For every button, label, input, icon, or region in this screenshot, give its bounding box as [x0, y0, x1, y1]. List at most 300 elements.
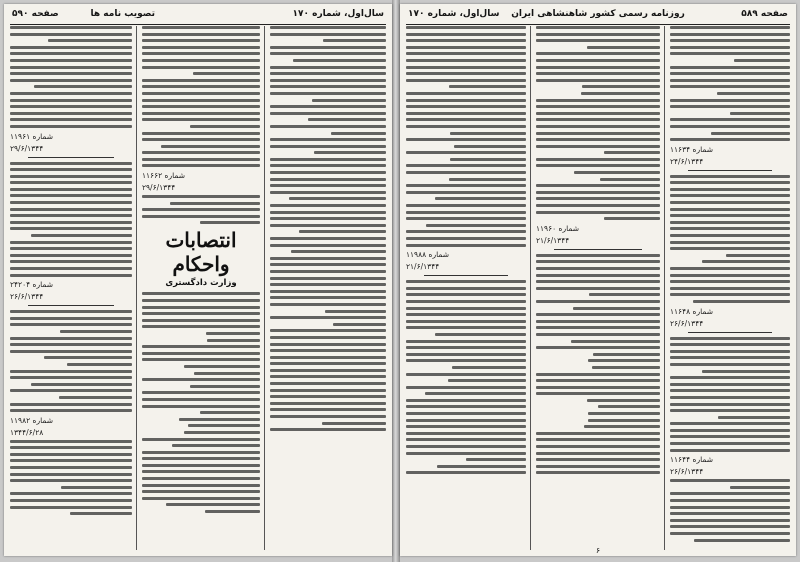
text-line	[406, 307, 526, 310]
text-line	[670, 492, 790, 495]
text-block	[670, 479, 790, 541]
text-line	[60, 330, 132, 333]
text-line	[270, 316, 386, 319]
text-line	[10, 350, 132, 353]
text-line	[536, 254, 660, 257]
text-line	[670, 499, 790, 502]
text-block	[406, 26, 526, 247]
text-line	[270, 52, 386, 55]
text-block	[142, 195, 260, 224]
text-line	[406, 171, 526, 174]
left-page-number: صفحه ۵۹۰	[12, 9, 59, 19]
text-line	[142, 52, 260, 55]
text-line	[10, 118, 132, 121]
text-line	[670, 449, 790, 452]
text-line	[587, 46, 660, 49]
text-line	[270, 105, 386, 108]
text-line	[142, 92, 260, 95]
text-line	[142, 59, 260, 62]
text-line	[536, 125, 660, 128]
right-page-header	[406, 8, 790, 25]
text-line	[670, 201, 790, 204]
reference-number: شماره ۱۱۶۳۴	[670, 144, 713, 154]
text-line	[10, 241, 132, 244]
text-line	[454, 145, 526, 148]
right-issue-line: سال‌اول، شماره ۱۷۰	[408, 9, 500, 19]
text-line	[142, 352, 260, 355]
text-line	[70, 512, 132, 515]
text-block	[670, 337, 790, 452]
text-line	[323, 39, 386, 42]
text-line	[142, 299, 260, 302]
text-line	[299, 230, 386, 233]
text-line	[670, 267, 790, 270]
text-line	[536, 386, 660, 389]
right-page-number: صفحه ۵۸۹	[741, 9, 788, 19]
right-col-1	[670, 26, 790, 550]
text-line	[10, 175, 132, 178]
text-line	[270, 211, 386, 214]
text-block	[142, 26, 260, 167]
text-line	[536, 52, 660, 55]
text-line	[670, 105, 790, 108]
text-line	[10, 162, 132, 165]
left-issue-line: سال‌اول، شماره ۱۷۰	[292, 9, 384, 19]
text-line	[406, 184, 526, 187]
text-line	[670, 350, 790, 353]
text-line	[536, 138, 660, 141]
text-line	[581, 92, 660, 95]
text-line	[670, 422, 790, 425]
text-line	[670, 409, 790, 412]
text-line	[10, 343, 132, 346]
text-line	[670, 519, 790, 522]
text-line	[406, 39, 526, 42]
text-line	[10, 267, 132, 270]
separator	[28, 305, 114, 306]
text-line	[670, 525, 790, 528]
text-line	[670, 363, 790, 366]
section-subheading: وزارت دادگستری	[165, 278, 237, 289]
text-block	[670, 175, 790, 303]
text-line	[289, 197, 386, 200]
text-line	[270, 145, 386, 148]
text-line	[179, 418, 260, 421]
text-line	[270, 408, 386, 411]
text-line	[536, 72, 660, 75]
text-line	[10, 181, 132, 184]
text-line	[142, 497, 260, 500]
text-block	[536, 26, 660, 220]
reference-date: ۱۳۴۴/۶/۲۸	[10, 427, 44, 437]
text-line	[717, 92, 790, 95]
text-line	[670, 52, 790, 55]
text-line	[536, 99, 660, 102]
text-line	[142, 464, 260, 467]
text-line	[270, 217, 386, 220]
text-line	[10, 323, 132, 326]
left-page	[4, 4, 392, 556]
text-line	[573, 307, 660, 310]
text-line	[536, 66, 660, 69]
text-block	[10, 162, 132, 277]
text-line	[536, 33, 660, 36]
text-line	[270, 303, 386, 306]
text-line	[600, 178, 660, 181]
text-line	[10, 459, 132, 462]
text-line	[10, 227, 132, 230]
text-line	[142, 195, 260, 198]
text-line	[10, 317, 132, 320]
text-line	[270, 125, 386, 128]
reference-number: شماره ۱۱۶۴۸	[670, 306, 713, 316]
text-line	[670, 274, 790, 277]
text-line	[536, 105, 660, 108]
text-line	[10, 33, 132, 36]
text-line	[10, 188, 132, 191]
reference-date: ۲۶/۶/۱۳۴۴	[670, 467, 704, 477]
text-line	[312, 99, 386, 102]
text-line	[270, 224, 386, 227]
text-line	[536, 432, 660, 435]
text-line	[536, 267, 660, 270]
text-line	[406, 320, 526, 323]
text-line	[670, 512, 790, 515]
text-line	[48, 39, 132, 42]
text-line	[10, 370, 132, 373]
text-line	[406, 59, 526, 62]
text-line	[142, 306, 260, 309]
right-columns	[406, 26, 790, 550]
text-line	[161, 145, 260, 148]
text-line	[142, 345, 260, 348]
text-line	[322, 422, 386, 425]
text-line	[331, 132, 386, 135]
text-line	[536, 320, 660, 323]
text-line	[61, 486, 132, 489]
text-line	[270, 26, 386, 29]
text-line	[142, 378, 260, 381]
text-block	[406, 280, 526, 474]
text-line	[406, 326, 526, 329]
text-block	[270, 26, 386, 431]
text-line	[406, 151, 526, 154]
text-line	[711, 132, 790, 135]
text-line	[10, 409, 132, 412]
text-line	[10, 473, 132, 476]
text-line	[437, 465, 526, 468]
text-line	[270, 362, 386, 365]
text-block	[10, 310, 132, 412]
text-line	[10, 506, 132, 509]
text-line	[536, 118, 660, 121]
left-page-header	[10, 8, 386, 25]
text-line	[142, 138, 260, 141]
text-line	[270, 389, 386, 392]
text-line	[10, 247, 132, 250]
reference-number: شماره ۱۱۶۴۴	[670, 455, 713, 465]
text-line	[10, 492, 132, 495]
text-line	[270, 375, 386, 378]
text-line	[34, 85, 132, 88]
text-line	[10, 254, 132, 257]
text-line	[670, 234, 790, 237]
text-block	[10, 440, 132, 516]
text-line	[670, 72, 790, 75]
text-line	[406, 237, 526, 240]
text-line	[670, 479, 790, 482]
text-line	[406, 280, 526, 283]
text-line	[142, 398, 260, 401]
text-line	[10, 201, 132, 204]
text-line	[670, 39, 790, 42]
text-line	[406, 204, 526, 207]
text-line	[270, 369, 386, 372]
text-line	[670, 389, 790, 392]
left-columns	[10, 26, 386, 550]
text-line	[207, 339, 260, 342]
text-line	[670, 181, 790, 184]
text-line	[670, 280, 790, 283]
text-line	[435, 197, 526, 200]
section-heading: انتصابات واحکام	[165, 228, 237, 277]
text-line	[670, 79, 790, 82]
text-line	[670, 188, 790, 191]
text-line	[536, 313, 660, 316]
text-line	[142, 215, 260, 218]
text-line	[670, 227, 790, 230]
text-line	[270, 329, 386, 332]
text-line	[142, 164, 260, 167]
text-line	[466, 458, 526, 461]
text-line	[270, 184, 386, 187]
text-line	[325, 310, 386, 313]
text-line	[574, 171, 660, 174]
text-line	[592, 366, 660, 369]
text-line	[172, 444, 261, 447]
text-line	[270, 178, 386, 181]
text-line	[670, 429, 790, 432]
text-line	[406, 425, 526, 428]
text-line	[670, 356, 790, 359]
text-line	[536, 373, 660, 376]
text-line	[406, 191, 526, 194]
text-line	[270, 428, 386, 431]
text-line	[193, 72, 260, 75]
text-line	[10, 79, 132, 82]
text-line	[536, 392, 660, 395]
column-rule	[530, 26, 531, 550]
text-line	[142, 151, 260, 154]
text-line	[536, 145, 660, 148]
separator	[688, 170, 772, 171]
text-line	[10, 66, 132, 69]
text-line	[142, 158, 260, 161]
text-line	[670, 208, 790, 211]
text-line	[670, 214, 790, 217]
text-line	[584, 425, 660, 428]
text-line	[188, 424, 260, 427]
text-line	[10, 72, 132, 75]
text-line	[449, 85, 526, 88]
text-line	[406, 445, 526, 448]
text-line	[142, 208, 260, 211]
text-line	[406, 346, 526, 349]
separator	[554, 249, 642, 250]
text-line	[670, 403, 790, 406]
text-line	[142, 325, 260, 328]
text-line	[730, 486, 790, 489]
text-line	[406, 125, 526, 128]
separator	[28, 157, 114, 158]
text-line	[270, 257, 386, 260]
text-line	[670, 337, 790, 340]
text-line	[293, 59, 386, 62]
left-col-3	[10, 26, 132, 550]
text-line	[536, 333, 660, 336]
text-line	[10, 112, 132, 115]
text-line	[670, 293, 790, 296]
left-running-title: تصویب نامه ها	[90, 9, 156, 19]
text-line	[10, 453, 132, 456]
text-line	[291, 250, 386, 253]
text-line	[142, 46, 260, 49]
text-line	[270, 171, 386, 174]
text-line	[406, 438, 526, 441]
text-line	[200, 221, 260, 224]
text-line	[604, 217, 660, 220]
text-line	[536, 274, 660, 277]
text-line	[10, 310, 132, 313]
text-line	[270, 415, 386, 418]
text-line	[670, 194, 790, 197]
text-line	[270, 277, 386, 280]
text-line	[536, 39, 660, 42]
text-line	[406, 471, 526, 474]
text-line	[270, 283, 386, 286]
text-line	[536, 26, 660, 29]
text-line	[308, 118, 386, 121]
text-line	[10, 46, 132, 49]
text-line	[670, 247, 790, 250]
column-rule	[664, 26, 665, 550]
right-col-2	[536, 26, 660, 550]
reference-number: شماره ۱۱۹۸۸	[406, 250, 449, 260]
text-line	[184, 365, 260, 368]
text-line	[670, 33, 790, 36]
text-line	[10, 274, 132, 277]
text-line	[450, 132, 526, 135]
text-line	[10, 446, 132, 449]
text-line	[670, 343, 790, 346]
text-line	[10, 105, 132, 108]
text-line	[270, 336, 386, 339]
text-line	[536, 204, 660, 207]
right-col-3	[406, 26, 526, 550]
text-line	[670, 118, 790, 121]
text-line	[406, 353, 526, 356]
text-line	[270, 402, 386, 405]
text-line	[406, 211, 526, 214]
text-line	[536, 211, 660, 214]
reference-number: شماره ۱۱۹۶۱	[10, 131, 53, 141]
text-line	[190, 385, 260, 388]
text-block	[142, 292, 260, 513]
text-line	[406, 244, 526, 247]
right-running-title: روزنامه رسمی کشور شاهنشاهی ایران	[511, 9, 685, 19]
separator	[424, 275, 508, 276]
text-line	[693, 300, 790, 303]
column-rule	[264, 26, 265, 550]
reference-date: ۲۴/۶/۱۳۴۴	[670, 156, 704, 166]
text-line	[588, 359, 660, 362]
text-line	[406, 66, 526, 69]
reference-date: ۲۹/۶/۱۳۴۴	[142, 183, 176, 193]
text-line	[406, 72, 526, 75]
text-line	[406, 405, 526, 408]
text-line	[406, 79, 526, 82]
text-line	[270, 237, 386, 240]
text-line	[670, 46, 790, 49]
text-line	[166, 503, 260, 506]
text-line	[10, 168, 132, 171]
text-line	[406, 287, 526, 290]
text-line	[142, 99, 260, 102]
text-line	[406, 99, 526, 102]
text-line	[406, 359, 526, 362]
binding-gutter	[392, 0, 400, 562]
text-line	[142, 105, 260, 108]
text-line	[142, 79, 260, 82]
reference-date: ۲۶/۶/۱۳۴۴	[10, 292, 44, 302]
text-line	[593, 353, 660, 356]
text-line	[670, 221, 790, 224]
text-line	[142, 66, 260, 69]
text-line	[536, 132, 660, 135]
text-line	[270, 46, 386, 49]
text-line	[536, 158, 660, 161]
text-line	[406, 118, 526, 121]
reference-number: شماره ۱۱۹۸۲	[10, 415, 53, 425]
text-line	[670, 383, 790, 386]
text-line	[406, 386, 526, 389]
text-line	[406, 412, 526, 415]
text-line	[536, 112, 660, 115]
text-line	[270, 138, 386, 141]
text-line	[536, 471, 660, 474]
text-line	[406, 230, 526, 233]
text-line	[10, 499, 132, 502]
text-line	[406, 300, 526, 303]
text-line	[670, 506, 790, 509]
text-line	[536, 260, 660, 263]
text-line	[10, 52, 132, 55]
text-line	[270, 349, 386, 352]
text-line	[10, 403, 132, 406]
text-line	[670, 175, 790, 178]
reference-date: ۲۹/۶/۱۳۴۴	[10, 143, 44, 153]
text-line	[702, 370, 790, 373]
text-line	[406, 138, 526, 141]
text-line	[270, 33, 386, 36]
text-line	[142, 132, 260, 135]
text-line	[270, 244, 386, 247]
text-line	[435, 333, 526, 336]
text-line	[270, 164, 386, 167]
text-line	[406, 217, 526, 220]
text-line	[452, 366, 526, 369]
text-line	[10, 26, 132, 29]
